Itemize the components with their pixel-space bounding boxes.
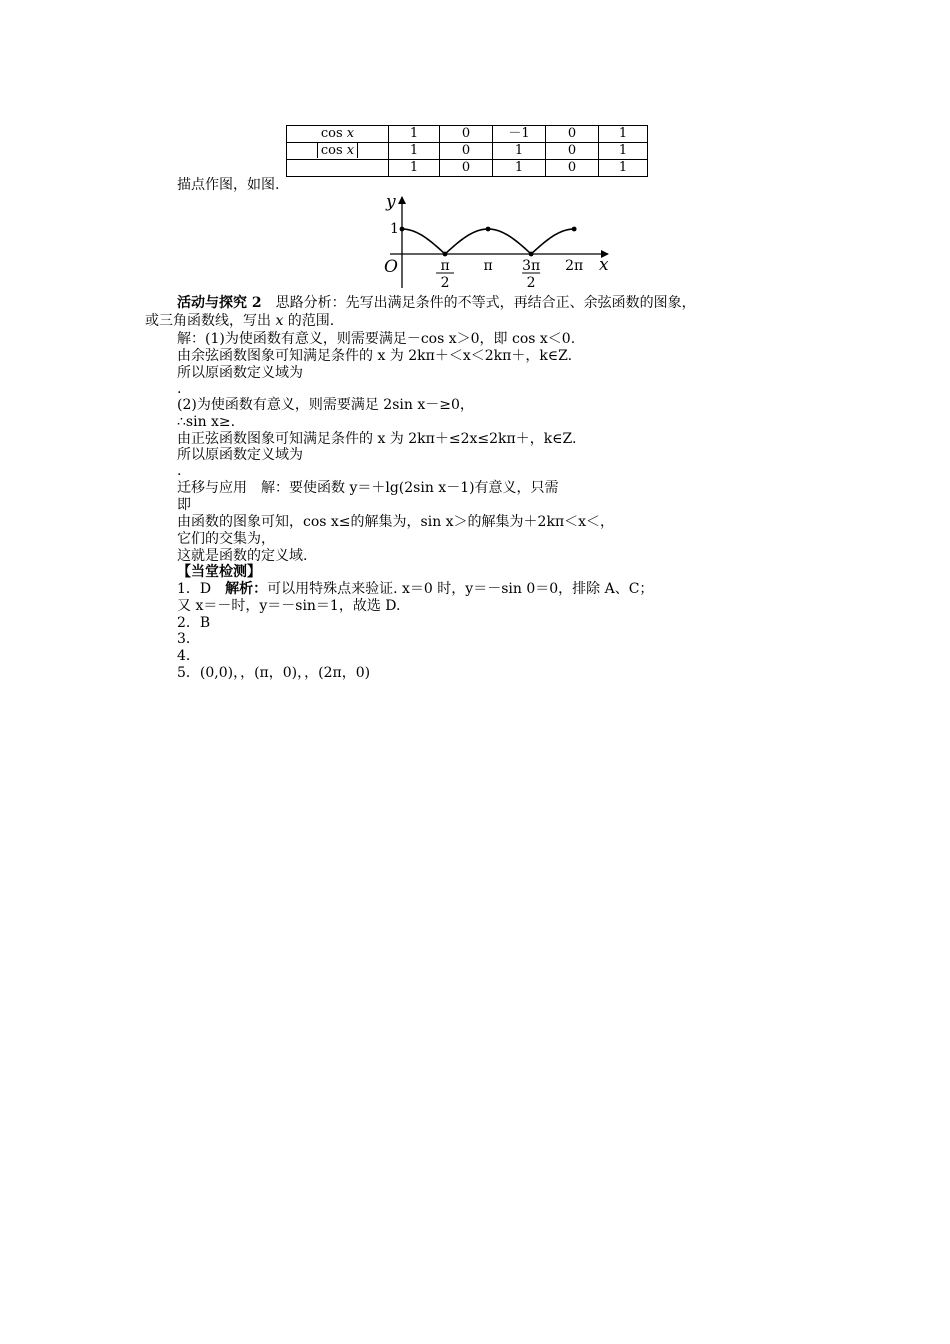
y-tick-label: 1 — [390, 221, 399, 237]
solution-line: 所以原函数定义域为 — [177, 365, 303, 381]
x-tick-labels — [436, 258, 583, 290]
activity-line — [177, 294, 696, 312]
solution-line: 由正弦函数图象可知满足条件的 x 为 2kπ＋≤2x≤2kπ＋，k∈Z. — [177, 431, 577, 447]
row-label — [287, 160, 389, 177]
answer-1-continuation: 又 x＝－时，y＝－sin＝1，故选 D. — [177, 598, 401, 614]
x-tick-label: π — [440, 258, 450, 274]
transfer-line: 即 — [177, 497, 191, 513]
solution-line: . — [177, 381, 182, 397]
solution-line: (2)为使函数有意义，则需要满足 2sin x－≥0， — [177, 397, 474, 413]
table-cell: 0 — [440, 126, 493, 143]
table-cell: 1 — [389, 126, 440, 143]
curve-point — [443, 252, 448, 257]
x-axis-label: x — [599, 255, 609, 275]
table-cell: 1 — [599, 126, 648, 143]
solution-line: 解：(1)为使函数有意义，则需要满足－cos x＞0，即 cos x＜0. — [177, 331, 576, 347]
table-cell: 0 — [440, 160, 493, 177]
row-label — [287, 143, 389, 160]
solution-line: ∴sin x≥. — [177, 414, 236, 430]
table-cell: 1 — [493, 160, 546, 177]
answer-2: 2．B — [177, 615, 211, 631]
answer-3: 3． — [177, 631, 200, 647]
table-row — [287, 126, 648, 143]
transfer-line: 由函数的图象可知，cos x≤的解集为，sin x＞的解集为＋2kπ＜x＜， — [177, 514, 615, 530]
solution-line: . — [177, 463, 182, 479]
transfer-line: 它们的交集为， — [177, 531, 275, 547]
answer-1: 1．D 解析：可以用特殊点来验证. x＝0 时，y＝－sin 0＝0，排除 A、C； — [177, 581, 654, 597]
cosine-abs-graph — [370, 192, 620, 290]
table-row — [287, 143, 648, 160]
check-title: 【当堂检测】 — [177, 564, 261, 580]
answer-5: 5．(0,0)，，(π，0)，，(2π，0) — [177, 665, 371, 681]
x-tick-label: π — [483, 258, 493, 274]
table-cell: 1 — [599, 160, 648, 177]
x-tick-denominator: 2 — [526, 275, 536, 290]
solution-line: 由余弦函数图象可知满足条件的 x 为 2kπ＋＜x＜2kπ＋，k∈Z. — [177, 348, 573, 364]
row-label: cos x — [287, 126, 389, 143]
abs-expression: cos x — [317, 143, 358, 158]
table-cell: 0 — [546, 126, 599, 143]
activity-title: 活动与探究 2 — [177, 295, 262, 311]
activity-body: 思路分析：先写出满足条件的不等式，再结合正、余弦函数的图象， — [261, 295, 696, 311]
curve-point — [400, 227, 405, 232]
y-axis-label: y — [386, 192, 396, 212]
x-tick-denominator: 2 — [440, 275, 450, 290]
origin-label: O — [384, 257, 398, 277]
solution-line: 所以原函数定义域为 — [177, 447, 303, 463]
table-cell: 1 — [389, 143, 440, 160]
table-cell: 0 — [546, 143, 599, 160]
curve-point — [486, 227, 491, 232]
table-cell: 1 — [493, 143, 546, 160]
table-row — [287, 160, 648, 177]
curve — [402, 229, 574, 254]
answer-4: 4． — [177, 648, 200, 664]
table-cell: －1 — [493, 126, 546, 143]
draw-caption: 描点作图，如图. — [177, 177, 280, 193]
table-cell: 1 — [599, 143, 648, 160]
curve-point — [529, 252, 534, 257]
value-table — [286, 125, 648, 177]
transfer-line: 迁移与应用 解：要使函数 y＝＋lg(2sin x－1)有意义，只需 — [177, 480, 559, 496]
table-cell: 1 — [389, 160, 440, 177]
x-tick-label: 3π — [522, 258, 541, 274]
table-cell: 0 — [546, 160, 599, 177]
curve-point — [572, 227, 577, 232]
transfer-line: 这就是函数的定义域. — [177, 548, 308, 564]
table-cell: 0 — [440, 143, 493, 160]
curve-points — [400, 227, 577, 257]
activity-continuation: 或三角函数线，写出 x 的范围. — [145, 313, 335, 329]
x-tick-label: 2π — [565, 258, 584, 274]
